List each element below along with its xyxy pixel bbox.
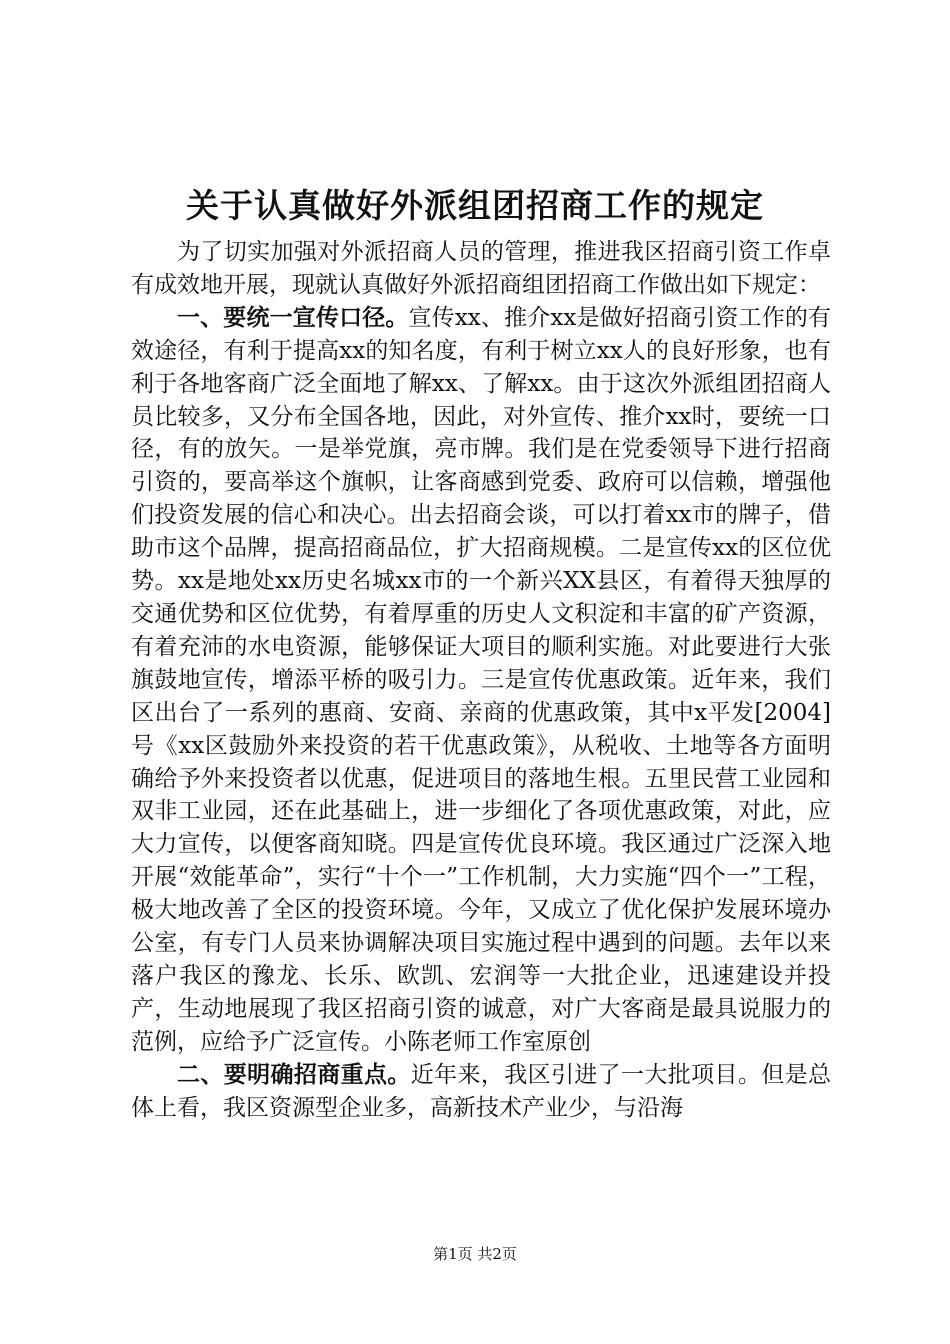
- intro-paragraph: 为了切实加强对外派招商人员的管理，推进我区招商引资工作卓有成效地开展，现就认真做好外派招商组团招商工作做出如下规定：: [131, 239, 831, 298]
- section-2-heading: 二、要明确招商重点。: [177, 1061, 411, 1088]
- section-2-text: 近年来，我区引进了一大批项目。但是总体上看，我区资源型企业多，高新技术产业少，与沿海: [131, 1061, 832, 1121]
- document-body: [131, 236, 831, 1124]
- section-1-paragraph: [131, 302, 831, 1059]
- section-2-paragraph: [131, 1059, 831, 1125]
- page-footer: 第1页 共2页: [433, 1245, 517, 1263]
- section-1-heading: 一、要统一宣传口径。: [177, 304, 409, 331]
- section-1-text: 宣传xx、推介xx是做好招商引资工作的有效途径，有利于提高xx的知名度，有利于树立xx人的良好形象，也有利于各地客商广泛全面地了解xx、了解xx。由于这次外派组团招商人员比较多，又分布全国各地，因此，对外宣传、推介xx时，要统一口径，有的放矢。一是举党旗，亮市牌。我们是在党委领导下进行招商引资的，要高举这个旗帜，让客商感到党委、政府可以信赖，增强他们投资发展的信心和决心。出去招商会谈，可以打着xx市的牌子，借助市这个品牌，提高招商品位，扩大招商规模。二是宣传xx的区位优势。xx是地处xx历史名城xx市的一个新兴XX县区，有着得天独厚的交通优势和区位优势，有着厚重的历史人文积淀和丰富的矿产资源，有着充沛的水电资源，能够保证大项目的顺利实施。对此要进行大张旗鼓地宣传，增添平桥的吸引力。三是宣传优惠政策。近年来，我们区出台了一系列的惠商、安商、亲商的优惠政策，其中x平发[2004]号《xx区鼓励外来投资的若干优惠政策》，从税收、土地等各方面明确给予外来投资者以优惠，促进项目的落地生根。五里民营工业园和双非工业园，还在此基础上，进一步细化了各项优惠政策，对此，应大力宣传，以便客商知晓。四是宣传优良环境。我区通过广泛深入地开展“效能革命”，实行“十个一”工作机制，大力实施“四个一”工程，极大地改善了全区的投资环境。今年，又成立了优化保护发展环境办公室，有专门人员来协调解决项目实施过程中遇到的问题。去年以来落户我区的豫龙、长乐、欧凯、宏润等一大批企业，迅速建设并投产，生动地展现了我区招商引资的诚意，对广大客商是最具说服力的范例，应给予广泛宣传。小陈老师工作室原创: [131, 304, 832, 1055]
- document-title: 关于认真做好外派组团招商工作的规定: [186, 186, 764, 225]
